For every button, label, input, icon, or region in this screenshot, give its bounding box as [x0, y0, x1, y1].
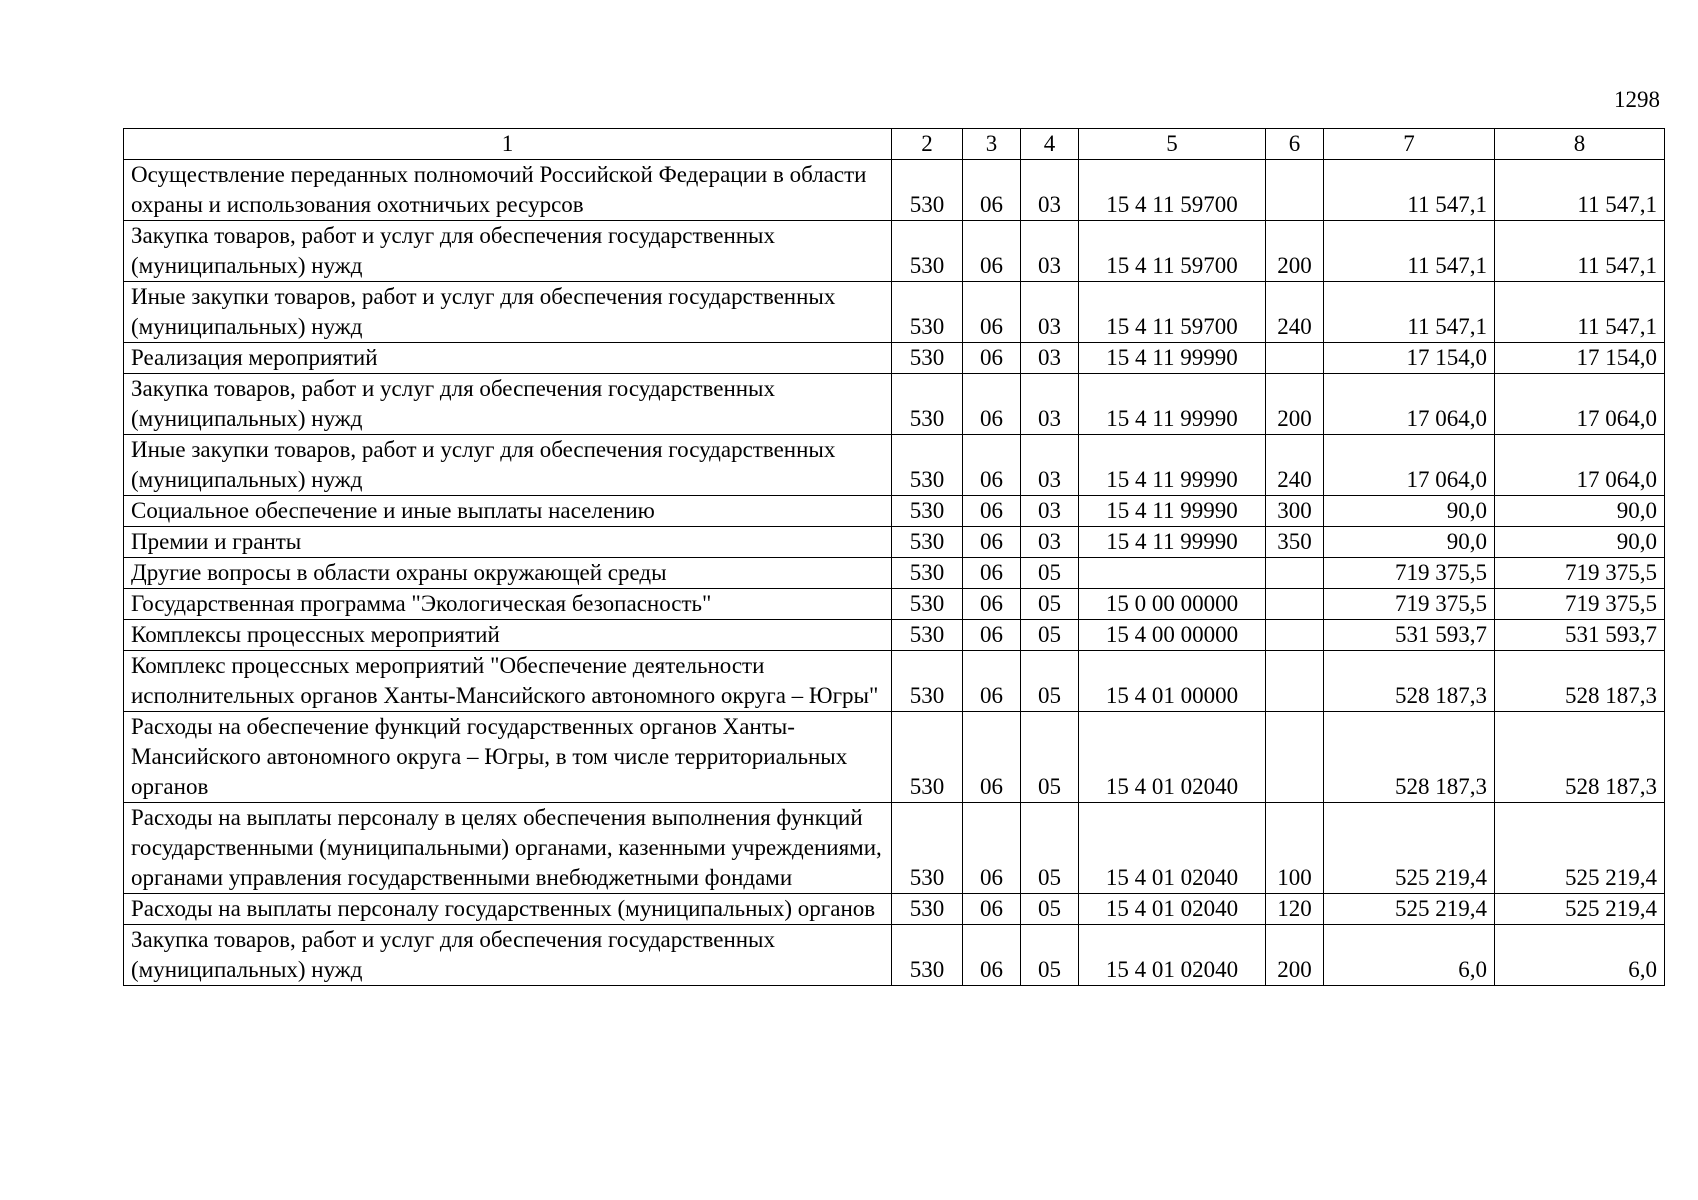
row-target-article-cell — [1079, 558, 1266, 589]
row-target-article-cell: 15 4 11 59700 — [1079, 160, 1266, 221]
row-name-cell: Реализация мероприятий — [124, 343, 892, 374]
row-section-cell: 06 — [963, 221, 1021, 282]
row-section-cell: 06 — [963, 558, 1021, 589]
row-amount-cell: 90,0 — [1324, 496, 1495, 527]
row-subsection-cell: 03 — [1021, 343, 1079, 374]
row-target-article-cell: 15 4 11 99990 — [1079, 496, 1266, 527]
table-row — [124, 620, 1665, 651]
row-target-article-cell: 15 4 01 00000 — [1079, 651, 1266, 712]
row-expense-type-cell: 120 — [1266, 894, 1324, 925]
row-amount-cell: 528 187,3 — [1495, 651, 1665, 712]
table-row — [124, 496, 1665, 527]
row-code-cell: 530 — [892, 712, 963, 803]
table-row — [124, 925, 1665, 986]
row-amount-cell: 525 219,4 — [1324, 803, 1495, 894]
row-amount-cell: 17 064,0 — [1495, 435, 1665, 496]
row-section-cell: 06 — [963, 712, 1021, 803]
page-number: 1298 — [1614, 87, 1660, 112]
row-name-cell: Иные закупки товаров, работ и услуг для обеспечения государственных (муниципальных) нужд — [124, 435, 892, 496]
row-code-cell: 530 — [892, 925, 963, 986]
row-expense-type-cell: 200 — [1266, 925, 1324, 986]
row-subsection-cell: 05 — [1021, 712, 1079, 803]
row-code-cell: 530 — [892, 620, 963, 651]
row-subsection-cell: 05 — [1021, 589, 1079, 620]
row-code-cell: 530 — [892, 589, 963, 620]
row-expense-type-cell — [1266, 343, 1324, 374]
row-amount-cell: 525 219,4 — [1324, 894, 1495, 925]
row-target-article-cell: 15 4 00 00000 — [1079, 620, 1266, 651]
row-expense-type-cell — [1266, 620, 1324, 651]
header-cell: 3 — [963, 129, 1021, 160]
row-code-cell: 530 — [892, 496, 963, 527]
row-section-cell: 06 — [963, 803, 1021, 894]
row-name-cell: Расходы на обеспечение функций государственных органов Ханты-Мансийского автономного округа – Югры, в том числе территориальных органов — [124, 712, 892, 803]
row-subsection-cell: 03 — [1021, 435, 1079, 496]
row-target-article-cell: 15 4 01 02040 — [1079, 894, 1266, 925]
header-cell: 1 — [124, 129, 892, 160]
row-section-cell: 06 — [963, 435, 1021, 496]
row-subsection-cell: 03 — [1021, 282, 1079, 343]
row-name-cell: Расходы на выплаты персоналу государственных (муниципальных) органов — [124, 894, 892, 925]
row-target-article-cell: 15 4 11 99990 — [1079, 343, 1266, 374]
row-expense-type-cell: 200 — [1266, 374, 1324, 435]
budget-table-body — [124, 129, 1665, 986]
header-cell: 4 — [1021, 129, 1079, 160]
table-row — [124, 558, 1665, 589]
row-target-article-cell: 15 4 01 02040 — [1079, 712, 1266, 803]
row-target-article-cell: 15 4 01 02040 — [1079, 803, 1266, 894]
row-section-cell: 06 — [963, 527, 1021, 558]
row-section-cell: 06 — [963, 925, 1021, 986]
row-target-article-cell: 15 4 11 99990 — [1079, 435, 1266, 496]
row-expense-type-cell — [1266, 712, 1324, 803]
row-section-cell: 06 — [963, 620, 1021, 651]
row-amount-cell: 11 547,1 — [1495, 160, 1665, 221]
table-row — [124, 160, 1665, 221]
row-code-cell: 530 — [892, 894, 963, 925]
row-subsection-cell: 05 — [1021, 894, 1079, 925]
row-target-article-cell: 15 0 00 00000 — [1079, 589, 1266, 620]
row-code-cell: 530 — [892, 343, 963, 374]
row-amount-cell: 17 064,0 — [1324, 374, 1495, 435]
row-name-cell: Закупка товаров, работ и услуг для обеспечения государственных (муниципальных) нужд — [124, 925, 892, 986]
row-section-cell: 06 — [963, 496, 1021, 527]
row-name-cell: Комплекс процессных мероприятий "Обеспечение деятельности исполнительных органов Ханты-Мансийского автономного округа – Югры" — [124, 651, 892, 712]
row-name-cell: Комплексы процессных мероприятий — [124, 620, 892, 651]
row-name-cell: Социальное обеспечение и иные выплаты населению — [124, 496, 892, 527]
row-expense-type-cell — [1266, 558, 1324, 589]
row-amount-cell: 90,0 — [1495, 496, 1665, 527]
row-code-cell: 530 — [892, 651, 963, 712]
table-row — [124, 435, 1665, 496]
budget-table — [123, 128, 1665, 986]
row-subsection-cell: 03 — [1021, 527, 1079, 558]
row-section-cell: 06 — [963, 651, 1021, 712]
row-subsection-cell: 05 — [1021, 925, 1079, 986]
row-code-cell: 530 — [892, 160, 963, 221]
row-code-cell: 530 — [892, 527, 963, 558]
row-expense-type-cell: 200 — [1266, 221, 1324, 282]
row-amount-cell: 11 547,1 — [1324, 221, 1495, 282]
table-row — [124, 894, 1665, 925]
row-name-cell: Премии и гранты — [124, 527, 892, 558]
row-amount-cell: 719 375,5 — [1324, 589, 1495, 620]
row-expense-type-cell: 240 — [1266, 435, 1324, 496]
row-amount-cell: 11 547,1 — [1495, 221, 1665, 282]
row-amount-cell: 525 219,4 — [1495, 894, 1665, 925]
table-row — [124, 651, 1665, 712]
row-section-cell: 06 — [963, 343, 1021, 374]
row-target-article-cell: 15 4 11 59700 — [1079, 221, 1266, 282]
row-section-cell: 06 — [963, 282, 1021, 343]
table-row — [124, 803, 1665, 894]
row-amount-cell: 90,0 — [1495, 527, 1665, 558]
table-row — [124, 343, 1665, 374]
row-section-cell: 06 — [963, 374, 1021, 435]
row-code-cell: 530 — [892, 221, 963, 282]
row-amount-cell: 528 187,3 — [1495, 712, 1665, 803]
row-code-cell: 530 — [892, 803, 963, 894]
row-target-article-cell: 15 4 11 99990 — [1079, 527, 1266, 558]
row-code-cell: 530 — [892, 374, 963, 435]
row-amount-cell: 528 187,3 — [1324, 651, 1495, 712]
row-name-cell: Другие вопросы в области охраны окружающей среды — [124, 558, 892, 589]
row-subsection-cell: 03 — [1021, 160, 1079, 221]
header-cell: 2 — [892, 129, 963, 160]
header-cell: 5 — [1079, 129, 1266, 160]
table-row — [124, 221, 1665, 282]
header-cell: 7 — [1324, 129, 1495, 160]
row-amount-cell: 17 154,0 — [1495, 343, 1665, 374]
row-subsection-cell: 03 — [1021, 221, 1079, 282]
row-code-cell: 530 — [892, 435, 963, 496]
table-row — [124, 527, 1665, 558]
row-expense-type-cell — [1266, 589, 1324, 620]
row-section-cell: 06 — [963, 589, 1021, 620]
row-expense-type-cell — [1266, 160, 1324, 221]
row-amount-cell: 531 593,7 — [1495, 620, 1665, 651]
row-code-cell: 530 — [892, 558, 963, 589]
row-amount-cell: 6,0 — [1324, 925, 1495, 986]
row-expense-type-cell: 100 — [1266, 803, 1324, 894]
row-name-cell: Расходы на выплаты персоналу в целях обеспечения выполнения функций государственными (муниципальными) органами, казенными учреждениями, органами управления государственными внебюджетными фондами — [124, 803, 892, 894]
row-target-article-cell: 15 4 01 02040 — [1079, 925, 1266, 986]
row-amount-cell: 525 219,4 — [1495, 803, 1665, 894]
row-amount-cell: 531 593,7 — [1324, 620, 1495, 651]
row-name-cell: Закупка товаров, работ и услуг для обеспечения государственных (муниципальных) нужд — [124, 374, 892, 435]
row-name-cell: Осуществление переданных полномочий Российской Федерации в области охраны и использования охотничьих ресурсов — [124, 160, 892, 221]
header-row — [124, 129, 1665, 160]
row-amount-cell: 11 547,1 — [1495, 282, 1665, 343]
row-subsection-cell: 05 — [1021, 803, 1079, 894]
row-name-cell: Закупка товаров, работ и услуг для обеспечения государственных (муниципальных) нужд — [124, 221, 892, 282]
row-section-cell: 06 — [963, 160, 1021, 221]
row-amount-cell: 17 154,0 — [1324, 343, 1495, 374]
row-subsection-cell: 03 — [1021, 374, 1079, 435]
row-amount-cell: 17 064,0 — [1495, 374, 1665, 435]
row-amount-cell: 719 375,5 — [1495, 558, 1665, 589]
row-subsection-cell: 05 — [1021, 558, 1079, 589]
row-amount-cell: 6,0 — [1495, 925, 1665, 986]
row-amount-cell: 719 375,5 — [1324, 558, 1495, 589]
table-row — [124, 589, 1665, 620]
header-cell: 8 — [1495, 129, 1665, 160]
row-section-cell: 06 — [963, 894, 1021, 925]
table-row — [124, 282, 1665, 343]
row-expense-type-cell: 240 — [1266, 282, 1324, 343]
row-name-cell: Иные закупки товаров, работ и услуг для обеспечения государственных (муниципальных) нужд — [124, 282, 892, 343]
row-expense-type-cell — [1266, 651, 1324, 712]
row-expense-type-cell: 350 — [1266, 527, 1324, 558]
row-subsection-cell: 05 — [1021, 620, 1079, 651]
row-subsection-cell: 03 — [1021, 496, 1079, 527]
row-expense-type-cell: 300 — [1266, 496, 1324, 527]
row-amount-cell: 17 064,0 — [1324, 435, 1495, 496]
row-target-article-cell: 15 4 11 99990 — [1079, 374, 1266, 435]
table-row — [124, 374, 1665, 435]
row-subsection-cell: 05 — [1021, 651, 1079, 712]
header-cell: 6 — [1266, 129, 1324, 160]
table-row — [124, 712, 1665, 803]
row-name-cell: Государственная программа "Экологическая безопасность" — [124, 589, 892, 620]
row-amount-cell: 528 187,3 — [1324, 712, 1495, 803]
row-amount-cell: 11 547,1 — [1324, 160, 1495, 221]
row-target-article-cell: 15 4 11 59700 — [1079, 282, 1266, 343]
row-amount-cell: 11 547,1 — [1324, 282, 1495, 343]
row-amount-cell: 719 375,5 — [1495, 589, 1665, 620]
row-amount-cell: 90,0 — [1324, 527, 1495, 558]
row-code-cell: 530 — [892, 282, 963, 343]
